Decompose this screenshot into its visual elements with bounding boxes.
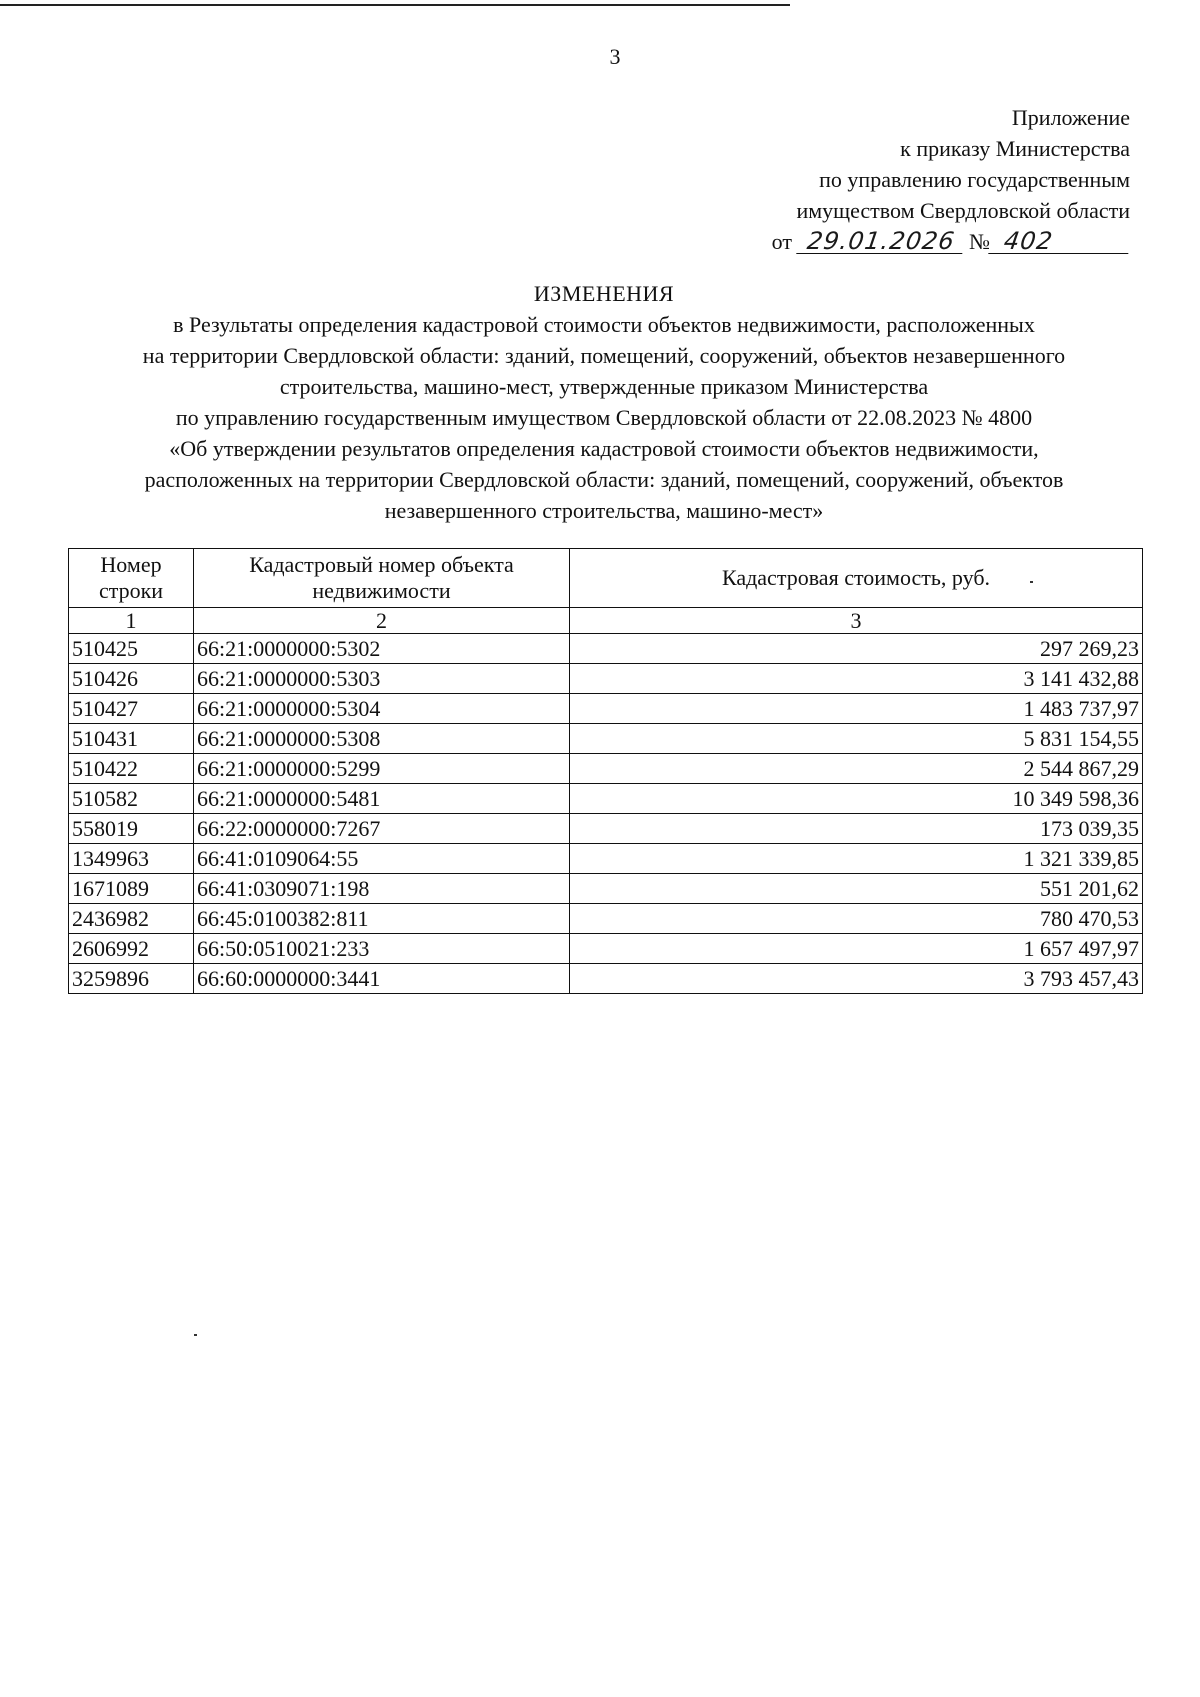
- cadastral-number-cell: 66:41:0309071:198: [194, 874, 570, 904]
- row-number-cell: 558019: [69, 814, 194, 844]
- scan-speck: [1030, 581, 1033, 583]
- table-row: [69, 964, 1143, 994]
- cadastral-number-cell: 66:45:0100382:811: [194, 904, 570, 934]
- cadastral-number-cell: 66:21:0000000:5304: [194, 694, 570, 724]
- table-row: [69, 634, 1143, 664]
- header-cadastral-value: Кадастровая стоимость, руб.: [570, 549, 1143, 608]
- handwritten-order-number: 402: [988, 229, 1132, 254]
- row-number-cell: 510427: [69, 694, 194, 724]
- header-cadastral-number: Кадастровый номер объекта недвижимости: [194, 549, 570, 608]
- heading-line: по управлению государственным имуществом Свердловской области от 22.08.2023 № 4800: [175, 405, 1033, 430]
- row-number-cell: 510426: [69, 664, 194, 694]
- row-number-cell: 1349963: [69, 844, 194, 874]
- appendix-line: к приказу Министерства: [900, 136, 1130, 161]
- cadastral-number-cell: 66:60:0000000:3441: [194, 964, 570, 994]
- cadastral-number-cell: 66:21:0000000:5299: [194, 754, 570, 784]
- row-number-cell: 510425: [69, 634, 194, 664]
- cadastral-value-table: [68, 548, 1143, 994]
- cadastral-value-cell: 1 483 737,97: [570, 694, 1143, 724]
- table-row: [69, 724, 1143, 754]
- cadastral-value-cell: 3 793 457,43: [570, 964, 1143, 994]
- column-number: 2: [194, 608, 570, 634]
- cadastral-value-cell: 2 544 867,29: [570, 754, 1143, 784]
- table-row: [69, 664, 1143, 694]
- appendix-line: по управлению государственным: [819, 167, 1130, 192]
- appendix-block: [772, 102, 1130, 257]
- appendix-line: имуществом Свердловской области: [796, 198, 1130, 223]
- document-title: ИЗМЕНЕНИЯ: [533, 281, 675, 306]
- scan-edge-line: [0, 4, 790, 6]
- handwritten-date: 29.01.2026: [796, 229, 966, 254]
- heading-line: строительства, машино-мест, утвержденные приказом Министерства: [279, 374, 929, 399]
- table-row: [69, 754, 1143, 784]
- cadastral-number-cell: 66:41:0109064:55: [194, 844, 570, 874]
- cadastral-number-cell: 66:21:0000000:5303: [194, 664, 570, 694]
- heading-line: на территории Свердловской области: зданий, помещений, сооружений, объектов незавершенного: [142, 343, 1066, 368]
- row-number-cell: 1671089: [69, 874, 194, 904]
- cadastral-value-cell: 780 470,53: [570, 904, 1143, 934]
- column-number-row: [69, 608, 1143, 634]
- column-number: 3: [570, 608, 1143, 634]
- cadastral-number-cell: 66:21:0000000:5481: [194, 784, 570, 814]
- header-row-number: Номер строки: [69, 549, 194, 608]
- heading-line: расположенных на территории Свердловской области: зданий, помещений, сооружений, объектов: [144, 467, 1064, 492]
- cadastral-number-cell: 66:22:0000000:7267: [194, 814, 570, 844]
- cadastral-value-cell: 1 321 339,85: [570, 844, 1143, 874]
- row-number-cell: 510431: [69, 724, 194, 754]
- document-heading: [0, 278, 1200, 526]
- heading-line: незавершенного строительства, машино-мест»: [384, 498, 824, 523]
- cadastral-value-cell: 3 141 432,88: [570, 664, 1143, 694]
- column-number: 1: [69, 608, 194, 634]
- heading-line: «Об утверждении результатов определения кадастровой стоимости объектов недвижимости,: [169, 436, 1039, 461]
- row-number-cell: 3259896: [69, 964, 194, 994]
- cadastral-value-cell: 10 349 598,36: [570, 784, 1143, 814]
- cadastral-value-cell: 297 269,23: [570, 634, 1143, 664]
- page-number: 3: [609, 44, 621, 69]
- table-row: [69, 814, 1143, 844]
- cadastral-value-cell: 173 039,35: [570, 814, 1143, 844]
- table-row: [69, 904, 1143, 934]
- date-prefix: от: [771, 229, 792, 254]
- row-number-cell: 2436982: [69, 904, 194, 934]
- row-number-cell: 510582: [69, 784, 194, 814]
- table-row: [69, 844, 1143, 874]
- cadastral-number-cell: 66:21:0000000:5308: [194, 724, 570, 754]
- table-row: [69, 784, 1143, 814]
- table-row: [69, 874, 1143, 904]
- scan-speck: [194, 1334, 197, 1336]
- table-header-row: [69, 549, 1143, 608]
- row-number-cell: 2606992: [69, 934, 194, 964]
- cadastral-value-cell: 551 201,62: [570, 874, 1143, 904]
- order-date-line: [772, 226, 1130, 257]
- heading-line: в Результаты определения кадастровой стоимости объектов недвижимости, расположенных: [173, 312, 1035, 337]
- cadastral-number-cell: 66:21:0000000:5302: [194, 634, 570, 664]
- table-row: [69, 934, 1143, 964]
- cadastral-value-cell: 5 831 154,55: [570, 724, 1143, 754]
- cadastral-value-cell: 1 657 497,97: [570, 934, 1143, 964]
- row-number-cell: 510422: [69, 754, 194, 784]
- table-row: [69, 694, 1143, 724]
- cadastral-number-cell: 66:50:0510021:233: [194, 934, 570, 964]
- appendix-line: Приложение: [1011, 105, 1130, 130]
- number-sign: №: [969, 229, 990, 254]
